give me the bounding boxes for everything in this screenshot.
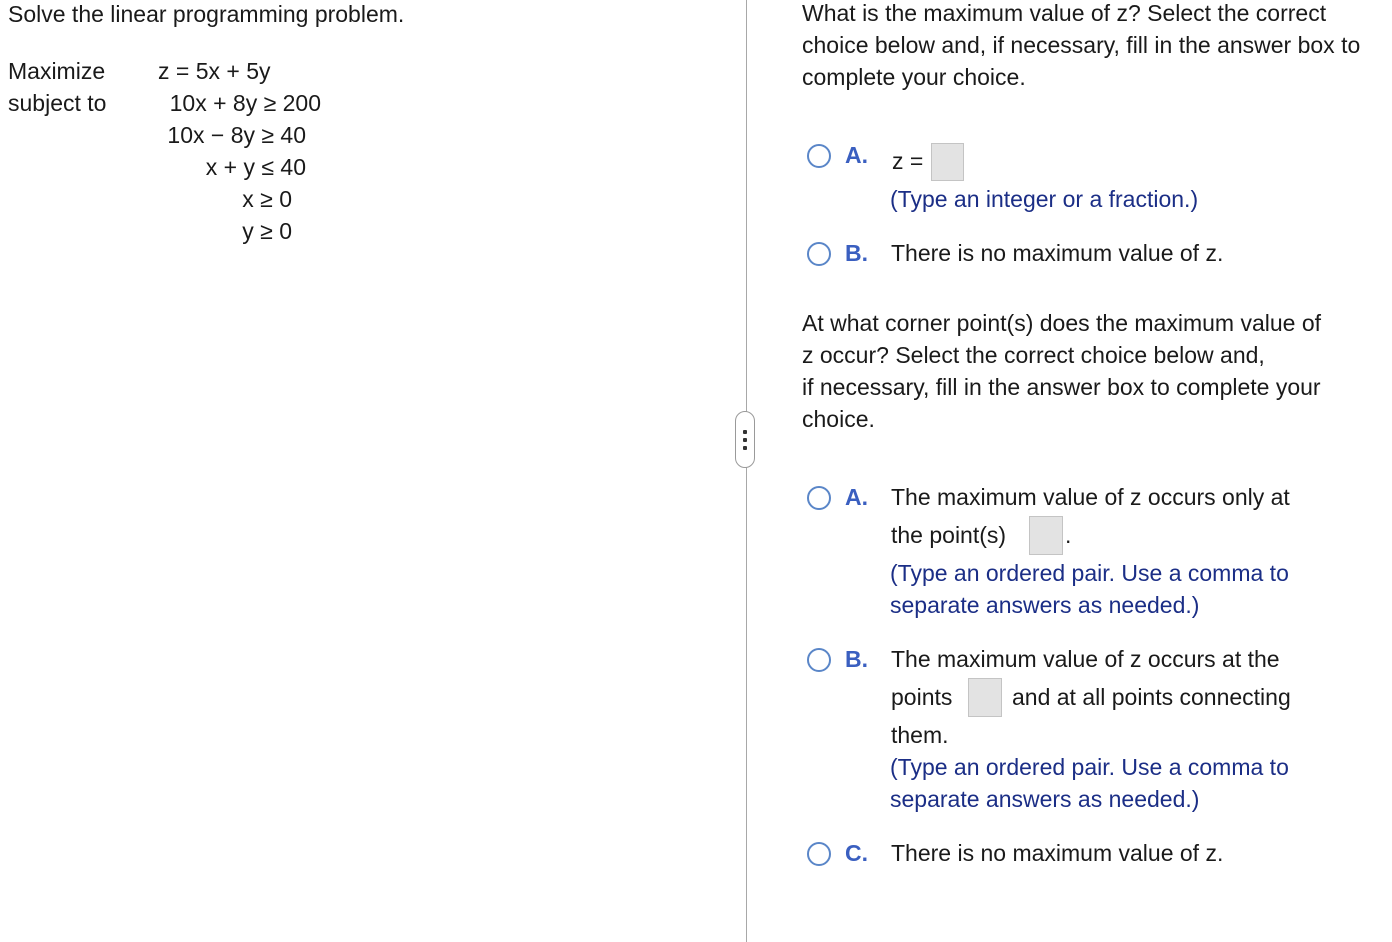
q2-prompt-line-2: z occur? Select the correct choice below and, bbox=[802, 342, 1265, 368]
pane-divider bbox=[746, 0, 747, 942]
q2-prompt-line-3: if necessary, fill in the answer box to complete your bbox=[802, 374, 1321, 400]
q2-option-b-hint-2: separate answers as needed.) bbox=[890, 786, 1200, 812]
handle-dot-icon bbox=[743, 430, 747, 434]
q1-option-a-letter: A. bbox=[845, 142, 868, 168]
resize-handle[interactable] bbox=[735, 411, 755, 468]
q2-option-b-pre: points bbox=[891, 684, 953, 710]
q2-option-c-radio[interactable] bbox=[807, 842, 831, 866]
handle-dot-icon bbox=[743, 438, 747, 442]
q1-option-a-radio[interactable] bbox=[807, 144, 831, 168]
q2-option-a-hint-2: separate answers as needed.) bbox=[890, 592, 1200, 618]
q2-option-b-hint-1: (Type an ordered pair. Use a comma to bbox=[890, 754, 1289, 780]
constraint-3: x + y ≤ 40 bbox=[205, 154, 306, 180]
q2-option-c-text: There is no maximum value of z. bbox=[891, 840, 1224, 866]
q2-option-a-suffix: . bbox=[1065, 522, 1072, 548]
constraint-1: 10x + 8y ≥ 200 bbox=[169, 90, 321, 116]
constraint-2: 10x − 8y ≥ 40 bbox=[167, 122, 306, 148]
q2-option-a-radio[interactable] bbox=[807, 486, 831, 510]
problem-title: Solve the linear programming problem. bbox=[8, 1, 405, 27]
q1-option-a-label: z = bbox=[892, 148, 924, 174]
q1-option-b-letter: B. bbox=[845, 240, 868, 266]
q1-option-b-text: There is no maximum value of z. bbox=[891, 240, 1224, 266]
constraint-5: y ≥ 0 bbox=[242, 218, 292, 244]
q2-option-a-line-2: the point(s) bbox=[891, 522, 1007, 548]
handle-dot-icon bbox=[743, 446, 747, 450]
q2-option-b-line-3: them. bbox=[891, 722, 949, 748]
q2-prompt-line-4: choice. bbox=[802, 406, 875, 432]
q1-option-a-hint: (Type an integer or a fraction.) bbox=[890, 186, 1199, 212]
q2-option-a-letter: A. bbox=[845, 484, 868, 510]
objective-function: z = 5x + 5y bbox=[158, 58, 271, 84]
q2-option-c-letter: C. bbox=[845, 840, 868, 866]
q2-option-b-post: and at all points connecting bbox=[1012, 684, 1291, 710]
maximize-label: Maximize bbox=[8, 58, 106, 84]
q2-option-a-hint-1: (Type an ordered pair. Use a comma to bbox=[890, 560, 1289, 586]
q2-option-b-letter: B. bbox=[845, 646, 868, 672]
constraint-4: x ≥ 0 bbox=[242, 186, 292, 212]
q1-answer-box[interactable] bbox=[931, 143, 964, 181]
q2-points-answer-box[interactable] bbox=[968, 678, 1002, 717]
q2-prompt-line-1: At what corner point(s) does the maximum value of bbox=[802, 310, 1322, 336]
q2-option-a-line-1: The maximum value of z occurs only at bbox=[891, 484, 1290, 510]
subject-to-label: subject to bbox=[8, 90, 107, 116]
q2-point-answer-box[interactable] bbox=[1029, 516, 1063, 555]
q2-option-b-radio[interactable] bbox=[807, 648, 831, 672]
q1-prompt: What is the maximum value of z? Select the correct choice below and, if necessary, fill in the answer box to complete your choice. bbox=[802, 0, 1361, 90]
q1-option-b-radio[interactable] bbox=[807, 242, 831, 266]
q2-option-b-line-1: The maximum value of z occurs at the bbox=[891, 646, 1280, 672]
